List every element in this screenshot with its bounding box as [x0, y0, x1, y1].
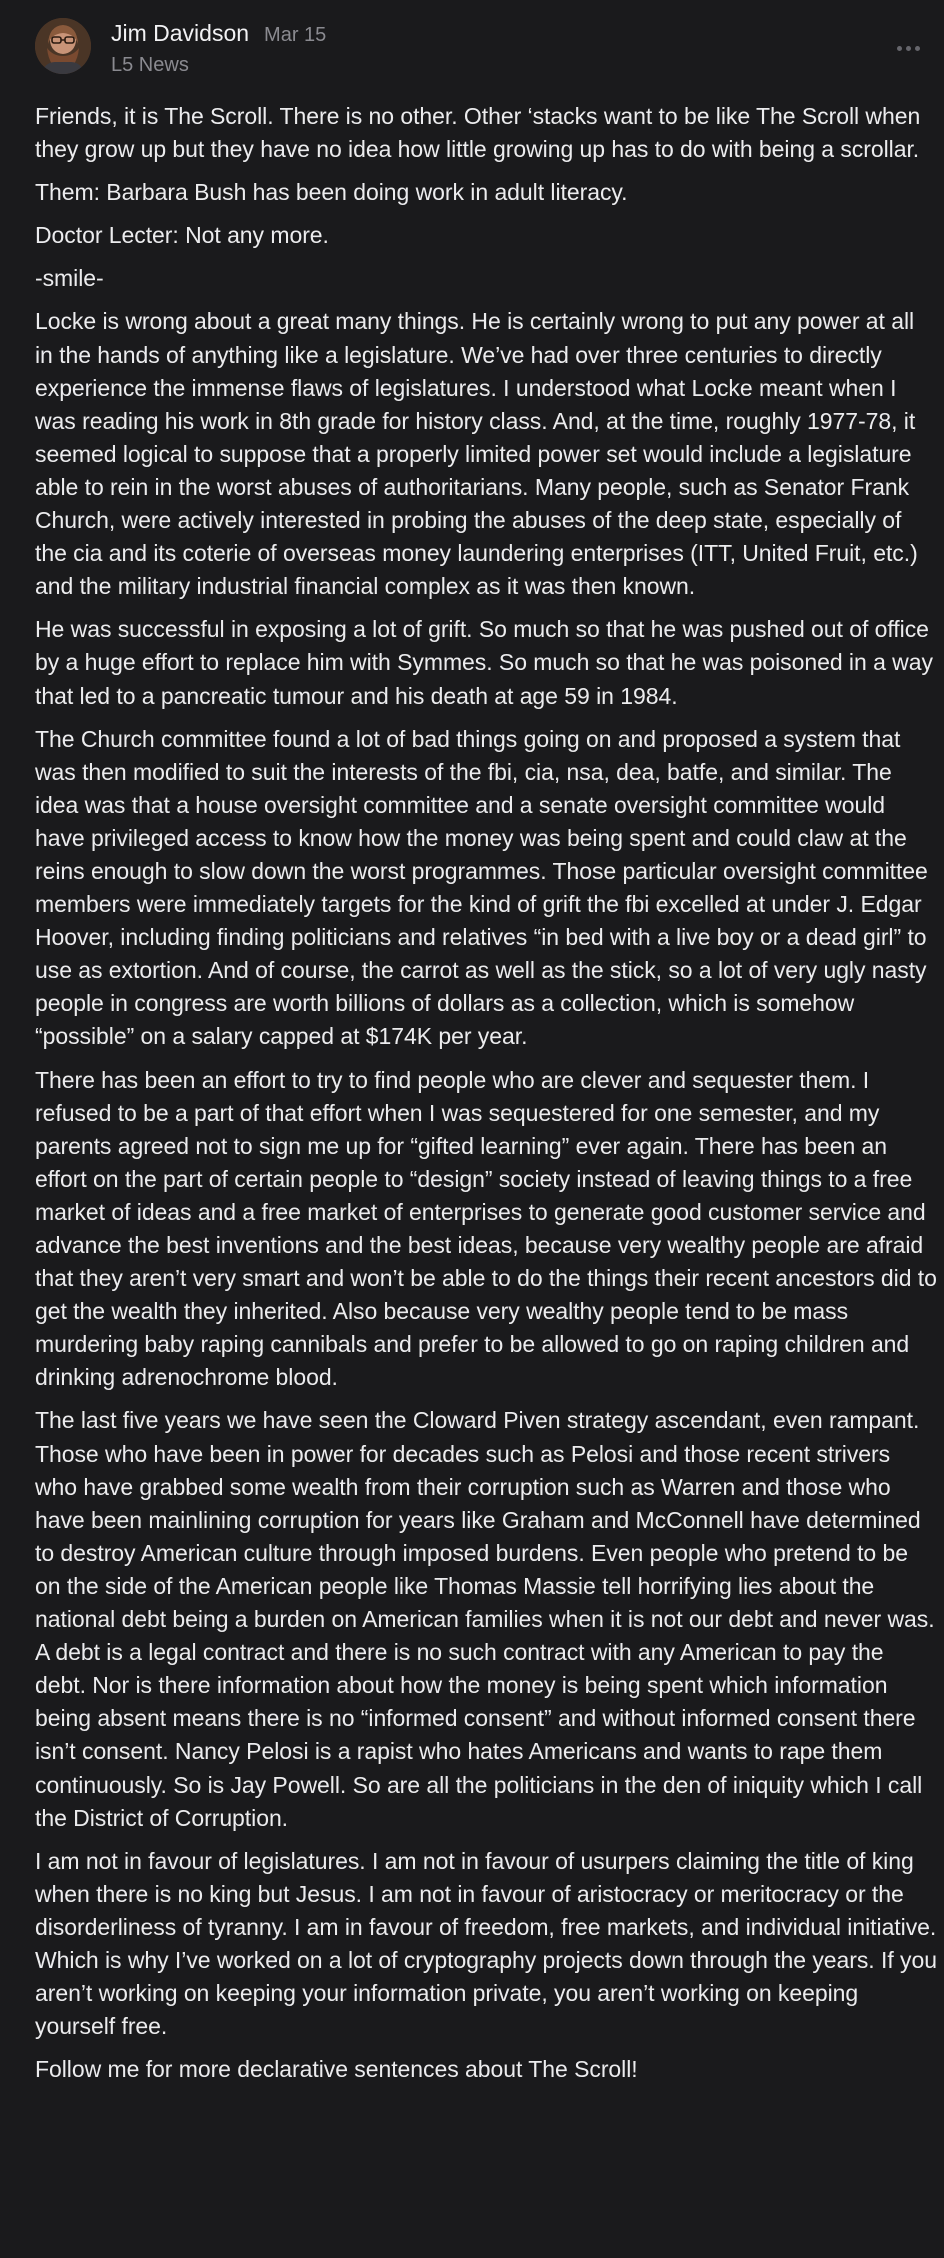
author-avatar[interactable] — [35, 18, 91, 74]
author-meta — [111, 20, 326, 77]
post-body — [35, 100, 937, 2096]
publication-name[interactable]: L5 News — [111, 54, 189, 76]
author-name[interactable]: Jim Davidson — [111, 20, 250, 46]
ellipsis-icon — [906, 46, 911, 51]
post-paragraph: Doctor Lecter: Not any more. — [35, 222, 329, 249]
post-paragraph: There has been an effort to try to find people who are clever and sequester them. I refused to be a part of that effort when I was sequestered for one semester, and my parents agreed not to sign me up for “gifted learning” ever again. There has been an effort on the part of certain people to “design” society instead of leaving things to a free market of ideas and a free market of enterprises to generate good customer service and advance the best inventions and the best ideas, because very wealthy people are afraid that they aren’t very smart and won’t be able to do the things their recent ancestors did to get the wealth they inherited. Also because very wealthy people tend to be mass murdering baby raping cannibals and prefer to be allowed to go on raping children and drinking adrenochrome blood. — [35, 1066, 937, 1391]
post-paragraph: -smile- — [35, 265, 104, 292]
ellipsis-icon — [915, 46, 920, 51]
post-paragraph: He was successful in exposing a lot of grift. So much so that he was pushed out of office by a huge effort to replace him with Symmes. So much so that he was poisoned in a way that led to a pancreatic tumour and his death at age 59 in 1984. — [35, 616, 933, 709]
post-header — [35, 18, 925, 80]
author-line — [111, 20, 326, 47]
post-paragraph: The last five years we have seen the Cloward Piven strategy ascendant, even rampant. Those who have been in power for decades such as Pelosi and those recent strivers who have grabbed some wealth from their corruption such as Warren and those who have been mainlining corruption for years like Graham and McConnell have determined to destroy American culture through imposed burdens. Even people who pretend to be on the side of the American people like Thomas Massie tell horrifying lies about the national debt being a burden on American families when it is not our debt and never was. A debt is a legal contract and there is no such contract with any American to pay the debt. Nor is there information about how the money is being spent which information being absent means there is no “informed consent” and without informed consent there isn’t consent. Nancy Pelosi is a rapist who hates Americans and wants to rape them continuously. So is Jay Powell. So are all the politicians in the den of iniquity which I call the District of Corruption. — [35, 1407, 935, 1831]
post-paragraph: Them: Barbara Bush has been doing work in adult literacy. — [35, 179, 628, 206]
post-paragraph: The Church committee found a lot of bad things going on and proposed a system that was then modified to suit the interests of the fbi, cia, nsa, dea, batfe, and similar. The idea was that a house oversight committee and a senate oversight committee would have privileged access to know how the money was being spent and could claw at the reins enough to slow down the worst programmes. Those particular oversight committee members were immediately targets for the kind of grift the fbi excelled at under J. Edgar Hoover, including finding politicians and relatives “in bed with a live boy or a dead girl” to use as extortion. And of course, the carrot as well as the stick, so a lot of very ugly nasty people in congress are worth billions of dollars as a collection, which is somehow “possible” on a salary capped at $174K per year. — [35, 725, 928, 1050]
post-paragraph: I am not in favour of legislatures. I am not in favour of usurpers claiming the title of king when there is no king but Jesus. I am not in favour of aristocracy or meritocracy or the disorderliness of tyranny. I am in favour of freedom, free markets, and individual initiative. Which is why I’ve worked on a lot of cryptography projects down through the years. If you aren’t working on keeping your information private, you aren’t working on keeping yourself free. — [35, 1847, 937, 2040]
ellipsis-icon — [897, 46, 902, 51]
user-avatar-icon — [35, 18, 91, 74]
post-date[interactable]: Mar 15 — [264, 24, 327, 46]
post-paragraph: Friends, it is The Scroll. There is no other. Other ‘stacks want to be like The Scroll when they grow up but they have no idea how little growing up has to do with being a scrollar. — [35, 103, 921, 163]
post-paragraph: Locke is wrong about a great many things. He is certainly wrong to put any power at all in the hands of anything like a legislature. We’ve had over three centuries to directly experience the immense flaws of legislatures. I understood what Locke meant when I was reading his work in 8th grade for history class. And, at the time, roughly 1977-78, it seemed logical to suppose that a properly limited power set would include a legislature able to rein in the worst abuses of authoritarians. Many people, such as Senator Frank Church, were actively interested in probing the abuses of the deep state, especially of the cia and its coterie of overseas money laundering enterprises (ITT, United Fruit, etc.) and the military industrial financial complex as it was then known. — [35, 308, 918, 600]
post-paragraph: Follow me for more declarative sentences about The Scroll! — [35, 2056, 638, 2083]
more-options-button[interactable] — [891, 36, 925, 60]
